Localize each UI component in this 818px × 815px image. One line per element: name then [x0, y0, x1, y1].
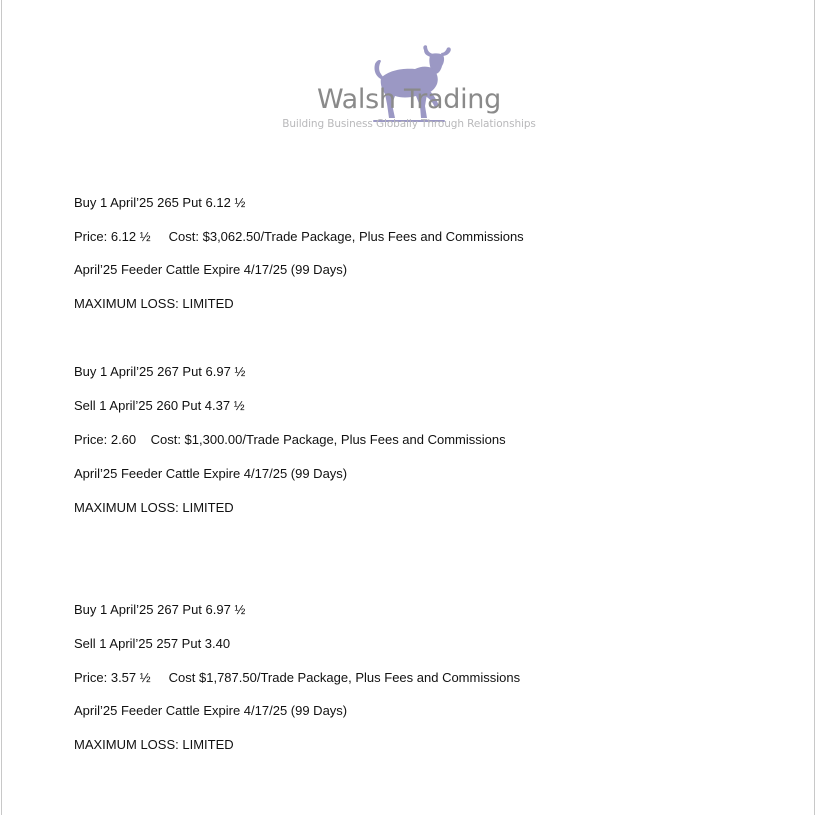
trade-2-line-1: Buy 1 April’25 267 Put 6.97 ½ — [74, 364, 246, 379]
trade-1-line-1: Buy 1 April’25 265 Put 6.12 ½ — [74, 195, 246, 210]
brand-name: Walsh Trading — [317, 84, 501, 115]
trade-1-line-4: MAXIMUM LOSS: LIMITED — [74, 296, 234, 311]
document-page — [1, 0, 815, 815]
trade-2-line-4: April’25 Feeder Cattle Expire 4/17/25 (99 Days) — [74, 466, 348, 481]
trade-2-line-2: Sell 1 April’25 260 Put 4.37 ½ — [74, 398, 245, 413]
trade-1-line-3: April’25 Feeder Cattle Expire 4/17/25 (99 Days) — [74, 262, 348, 277]
trade-3-line-5: MAXIMUM LOSS: LIMITED — [74, 737, 234, 752]
trade-3-line-2: Sell 1 April’25 257 Put 3.40 — [74, 636, 231, 651]
trade-3-line-3: Price: 3.57 ½ Cost $1,787.50/Trade Package, Plus Fees and Commissions — [74, 670, 521, 685]
brand-tagline: Building Business Globally Through Relationships — [282, 118, 536, 130]
trade-2-line-5: MAXIMUM LOSS: LIMITED — [74, 500, 234, 515]
trade-3-line-1: Buy 1 April’25 267 Put 6.97 ½ — [74, 602, 246, 617]
trade-1-line-2: Price: 6.12 ½ Cost: $3,062.50/Trade Package, Plus Fees and Commissions — [74, 229, 524, 244]
trade-2-line-3: Price: 2.60 Cost: $1,300.00/Trade Package, Plus Fees and Commissions — [74, 432, 506, 447]
trade-3-line-4: April’25 Feeder Cattle Expire 4/17/25 (99 Days) — [74, 703, 348, 718]
